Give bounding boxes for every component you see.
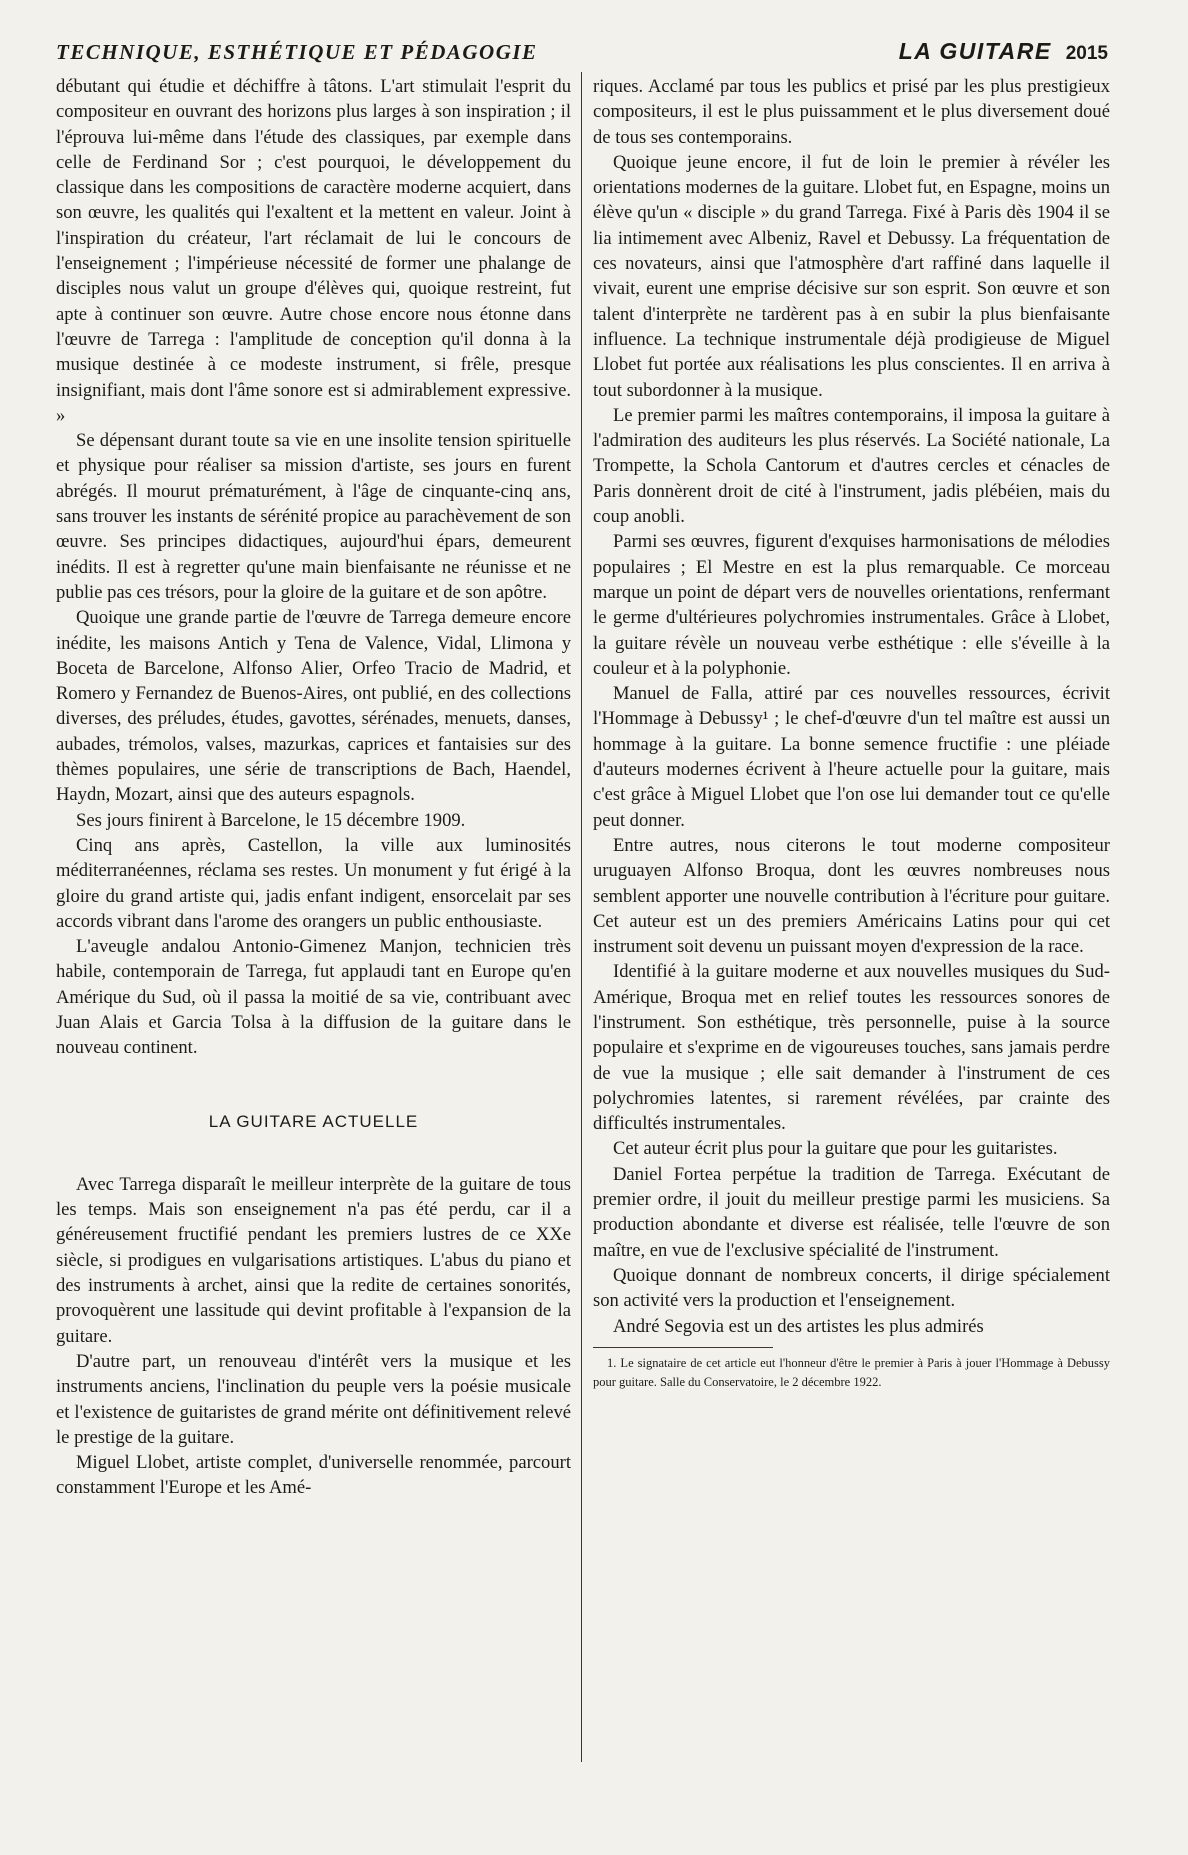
paragraph: Daniel Fortea perpétue la tradition de Tarrega. Exécutant de premier ordre, il jouit du meilleur prestige parmi les musiciens. Sa production abondante et diverse est réalisée, telle l'œuvre de son maître, en vue de l'exclusive spécialité de l'instrument. bbox=[593, 1163, 1110, 1261]
section-heading: LA GUITARE ACTUELLE bbox=[208, 1111, 419, 1131]
running-header bbox=[56, 38, 1108, 68]
paragraph: Parmi ses œuvres, figurent d'exquises harmonisations de mélodies populaires ; El Mestre en est la plus remarquable. Ce morceau marque un point de départ vers de nouvelles orientations, renfermant le germe d'ultérieures polychromies instrumentales. Grâce à Llobet, la guitare révèle un nouveau verbe esthétique : elle s'éveille à la couleur et à la polyphonie. bbox=[593, 531, 1110, 679]
paragraph: Quoique jeune encore, il fut de loin le premier à révéler les orientations modernes de la guitare. Llobet fut, en Espagne, moins un élève qu'un « disciple » du grand Tarrega. Fixé à Paris dès 1904 il se lia intimement avec Albeniz, Ravel et Debussy. La fréquentation de ces novateurs, ainsi que l'atmosphère d'art raffiné dans laquelle il vivait, eurent une emprise décisive sur son esprit. Son œuvre et son talent d'interprète ne tardèrent pas à en subir la plus bienfaisante influence. La technique instrumentale déjà prodigieuse de Miguel Llobet fut portée aux réalisations les plus conscientes. Il en arriva à tout subordonner à la musique. bbox=[593, 151, 1110, 401]
left-column bbox=[56, 74, 571, 1501]
paragraph: débutant qui étudie et déchiffre à tâtons. L'art stimulait l'esprit du compositeur en ouvrant des horizons plus larges à son inspiration ; il l'éprouva lui-même dans l'étude des classiques, par exemple dans celle de Ferdinand Sor ; c'est pourquoi, le développement du classique dans les compositions de caractère moderne acquiert, dans son œuvre, les qualités qui l'exaltent et la mettent en valeur. Joint à l'inspiration du créateur, l'art réclamait de lui le concours de l'enseignement ; l'impérieuse nécessité de former une phalange de disciples nous valut un groupe d'élèves qui, quoique restreint, fut apte à continuer son œuvre. Autre chose encore nous étonne dans l'œuvre de Tarrega : l'amplitude de conception qu'il donna à la musique destinée à ce modeste instrument, si frêle, presque insignifiant, mais dont l'âme sonore est si admirablement expressive. » bbox=[56, 76, 571, 426]
paragraph: Miguel Llobet, artiste complet, d'universelle renommée, parcourt constamment l'Europe et les Amé- bbox=[56, 1452, 571, 1499]
journal-header bbox=[899, 38, 1108, 65]
paragraph: Manuel de Falla, attiré par ces nouvelles ressources, écrivit l'Hommage à Debussy¹ ; le chef-d'œuvre d'un tel maître est aussi un hommage à la guitare. La bonne semence fructifie : une pléiade d'auteurs modernes écrivent à l'heure actuelle pour la guitare, mais c'est grâce à Miguel Llobet que l'on ose lui demander tout ce qu'elle peut donner. bbox=[593, 683, 1110, 831]
column-divider bbox=[581, 72, 582, 1762]
paragraph: André Segovia est un des artistes les plus admirés bbox=[613, 1315, 984, 1337]
page-number: 2015 bbox=[1065, 43, 1108, 64]
journal-title: LA GUITARE bbox=[898, 38, 1052, 64]
paragraph: Le premier parmi les maîtres contemporains, il imposa la guitare à l'admiration des auditeurs les plus réservés. La Société nationale, La Trompette, la Schola Cantorum et d'autres cercles et cénacles de Paris donnèrent droit de cité à l'instrument, jadis plébéien, mais du coup anobli. bbox=[593, 404, 1110, 528]
paragraph: Ses jours finirent à Barcelone, le 15 décembre 1909. bbox=[76, 809, 466, 831]
paragraph: Quoique une grande partie de l'œuvre de Tarrega demeure encore inédite, les maisons Antich y Tena de Valence, Vidal, Llimona y Boceta de Barcelone, Alfonso Alier, Orfeo Tracio de Madrid, et Romero y Fernandez de Buenos-Aires, ont publié, en des collections diverses, des préludes, études, gavottes, sérénades, menuets, danses, aubades, trémolos, valses, mazurkas, caprices et fantaisies sur des thèmes populaires, une série de transcriptions de Bach, Haendel, Haydn, Mozart, ainsi que des auteurs espagnols. bbox=[56, 607, 571, 806]
footnote-divider bbox=[593, 1347, 773, 1348]
paragraph: Identifié à la guitare moderne et aux nouvelles musiques du Sud-Amérique, Broqua met en relief toutes les ressources sonores de l'instrument. Son esthétique, très personnelle, puise à la source populaire et s'exprime en de vigoureuses touches, sans jamais perdre de vue la musique ; elle sait demander à l'instrument de ces polychromies latentes, si rarement révélées, par crainte des difficultés instrumentales. bbox=[593, 961, 1110, 1135]
paragraph: L'aveugle andalou Antonio-Gimenez Manjon, technicien très habile, contemporain de Tarrega, fut applaudi tant en Europe qu'en Amérique du Sud, où il passa la moitié de sa vie, contribuant avec Juan Alais et Garcia Tolsa à la diffusion de la guitare dans le nouveau continent. bbox=[56, 936, 571, 1059]
paragraph: Quoique donnant de nombreux concerts, il dirige spécialement son activité vers la production et l'enseignement. bbox=[593, 1264, 1110, 1312]
paragraph: Avec Tarrega disparaît le meilleur interprète de la guitare de tous les temps. Mais son enseignement n'a pas été perdu, car il a généreusement fructifié pendant les premiers lustres de ce XXe siècle, si prodigues en vulgarisations artistiques. L'abus du piano et des instruments à archet, ainsi que la redite de certaines sonorités, provoquèrent une lassitude qui devint profitable à l'expansion de la guitare. bbox=[56, 1173, 571, 1347]
section-running-title: TECHNIQUE, ESTHÉTIQUE ET PÉDAGOGIE bbox=[56, 40, 538, 64]
footnote: 1. Le signataire de cet article eut l'honneur d'être le premier à Paris à jouer l'Hommage à Debussy pour guitare. Salle du Conservatoire, le 2 décembre 1922. bbox=[593, 1355, 1110, 1389]
paragraph: Entre autres, nous citerons le tout moderne compositeur uruguayen Alfonso Broqua, dont les œuvres nombreuses nous semblent apporter une nouvelle contribution à l'écriture pour guitare. Cet auteur est un des premiers Américains Latins pour qui cet instrument soit devenu un puissant moyen d'expression de la race. bbox=[593, 834, 1110, 958]
paragraph: Cet auteur écrit plus pour la guitare que pour les guitaristes. bbox=[613, 1138, 1058, 1160]
right-column bbox=[593, 74, 1110, 1392]
paragraph: D'autre part, un renouveau d'intérêt vers la musique et les instruments anciens, l'inclination du peuple vers la poésie musicale et l'existence de guitaristes de grand mérite ont définitivement relevé le prestige de la guitare. bbox=[56, 1350, 571, 1448]
paragraph: Se dépensant durant toute sa vie en une insolite tension spirituelle et physique pour réaliser sa mission d'artiste, ses jours en furent abrégés. Il mourut prématurément, à l'âge de cinquante-cinq ans, sans trouver les instants de sérénité propice au parachèvement de son œuvre. Ses principes didactiques, aujourd'hui épars, demeurent inédits. Il est à regretter qu'une main bienfaisante ne réunisse et ne publie pas ces trésors, pour la gloire de la guitare et de son apôtre. bbox=[56, 430, 571, 603]
paragraph: Cinq ans après, Castellon, la ville aux luminosités méditerranéennes, réclama ses restes. Un monument y fut érigé à la gloire du grand artiste qui, jadis enfant indigent, ensorcelait par ses accords vibrant dans l'arome des orangers un public enthousiaste. bbox=[56, 834, 571, 932]
paragraph: riques. Acclamé par tous les publics et prisé par les plus prestigieux compositeurs, il est le plus puissamment et le plus diversement doué de tous ses contemporains. bbox=[593, 76, 1110, 148]
